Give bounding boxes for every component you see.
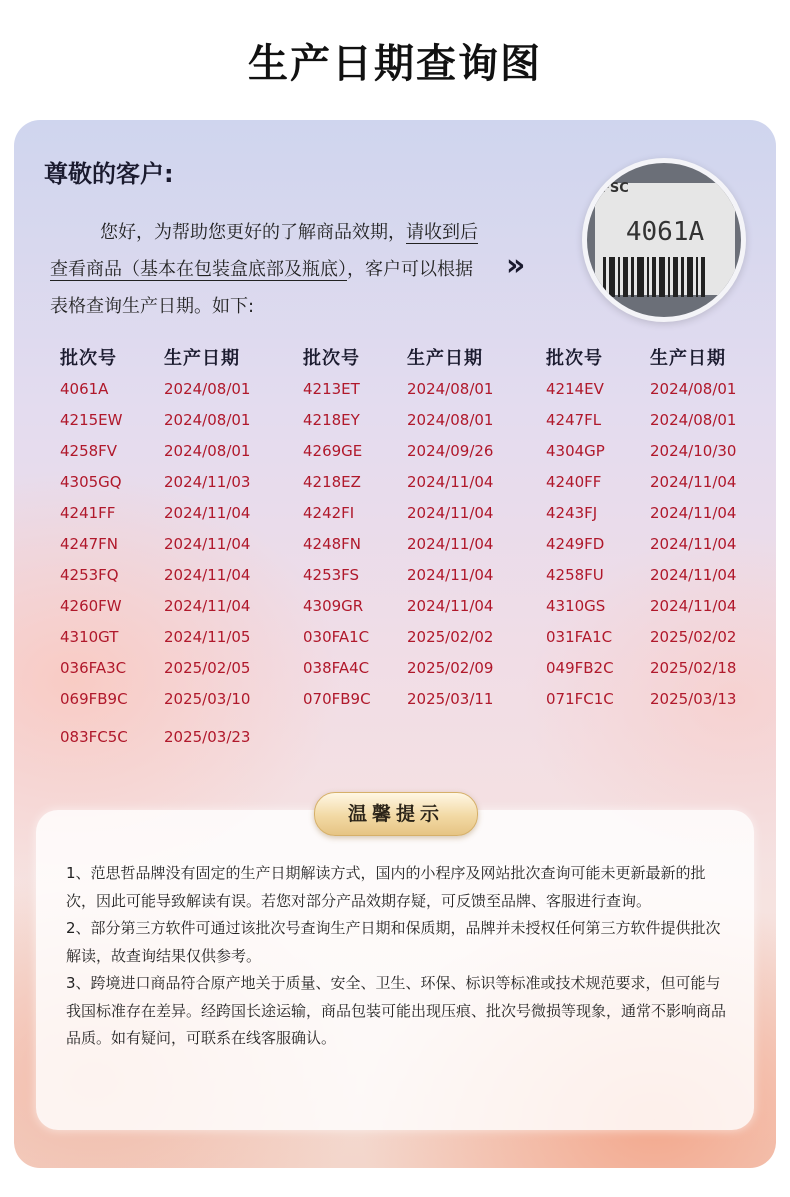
barcode-icon <box>603 257 727 297</box>
batch-number-cell: 4258FV <box>60 442 118 460</box>
double-chevron-right-icon: » <box>506 248 526 283</box>
batch-number-cell: 4269GE <box>303 442 363 460</box>
production-date-cell: 2024/11/04 <box>407 535 494 553</box>
batch-number-cell: 4248FN <box>303 535 362 553</box>
production-date-cell: 2025/03/13 <box>650 690 737 708</box>
batch-number-cell: 4241FF <box>60 504 116 522</box>
label-top-text: FSC <box>601 181 629 196</box>
production-date-cell: 2024/10/30 <box>650 442 737 460</box>
notice-item: 2、部分第三方软件可通过该批次号查询生产日期和保质期，品牌并未授权任何第三方软件提供批次解读，故查询结果仅供参考。 <box>66 919 721 965</box>
production-date-cell: 2025/02/09 <box>407 659 494 677</box>
production-date-cell: 2024/08/01 <box>164 442 251 460</box>
production-date-cell: 2024/08/01 <box>164 380 251 398</box>
batch-number-cell: 4310GS <box>546 597 606 615</box>
batch-number-cell: 4240FF <box>546 473 602 491</box>
production-date-cell: 2025/03/23 <box>164 728 251 746</box>
production-date-cell: 2024/08/01 <box>650 411 737 429</box>
greeting: 尊敬的客户: <box>44 160 174 188</box>
intro-part1: 您好，为帮助您更好的了解商品效期， <box>100 222 406 243</box>
header-production-date: 生产日期 <box>164 348 240 369</box>
production-date-cell: 2024/11/04 <box>650 473 737 491</box>
production-date-cell: 2024/08/01 <box>164 411 251 429</box>
production-date-cell: 2024/11/04 <box>164 566 251 584</box>
batch-number-cell: 4247FN <box>60 535 119 553</box>
production-date-cell: 2024/11/04 <box>650 566 737 584</box>
batch-label-photo <box>582 158 746 322</box>
production-date-cell: 2024/11/04 <box>407 597 494 615</box>
header-production-date: 生产日期 <box>650 348 726 369</box>
batch-number-cell: 4214EV <box>546 380 604 398</box>
batch-number-cell: 4218EZ <box>303 473 361 491</box>
batch-number-cell: 4253FQ <box>60 566 119 584</box>
production-date-cell: 2025/03/10 <box>164 690 251 708</box>
batch-number-cell: 036FA3C <box>60 659 127 677</box>
production-date-cell: 2025/02/18 <box>650 659 737 677</box>
batch-number-cell: 4218EY <box>303 411 360 429</box>
info-card <box>14 120 776 1168</box>
production-date-cell: 2024/11/03 <box>164 473 251 491</box>
batch-number-cell: 070FB9C <box>303 690 371 708</box>
production-date-cell: 2024/11/04 <box>650 597 737 615</box>
production-date-cell: 2025/03/11 <box>407 690 494 708</box>
batch-number-cell: 4258FU <box>546 566 604 584</box>
batch-number-cell: 4213ET <box>303 380 360 398</box>
batch-number-cell: 031FA1C <box>546 628 613 646</box>
production-date-cell: 2024/11/04 <box>407 473 494 491</box>
header-production-date: 生产日期 <box>407 348 483 369</box>
production-date-cell: 2024/08/01 <box>407 411 494 429</box>
batch-number-cell: 4242FI <box>303 504 355 522</box>
production-date-cell: 2024/11/04 <box>164 535 251 553</box>
label-batch-code: 4061A <box>625 217 705 247</box>
production-date-cell: 2024/11/04 <box>164 597 251 615</box>
production-date-cell: 2024/11/04 <box>407 566 494 584</box>
batch-date-table <box>60 344 760 744</box>
production-date-cell: 2024/08/01 <box>407 380 494 398</box>
batch-number-cell: 049FB2C <box>546 659 614 677</box>
production-date-cell: 2024/09/26 <box>407 442 494 460</box>
production-date-cell: 2024/11/04 <box>407 504 494 522</box>
batch-number-cell: 083FC5C <box>60 728 128 746</box>
batch-number-cell: 4310GT <box>60 628 119 646</box>
header-batch-number: 批次号 <box>546 348 603 369</box>
notice-item: 3、跨境进口商品符合原产地关于质量、安全、卫生、环保、标识等标准或技术规范要求，但可能与我国标准存在差异。经跨国长途运输，商品包装可能出现压痕、批次号微损等现象，通常不影响商品品质。如有疑问，可联系在线客服确认。 <box>66 974 727 1047</box>
notice-item: 1、范思哲品牌没有固定的生产日期解读方式，国内的小程序及网站批次查询可能未更新最新的批次，因此可能导致解读有误。若您对部分产品效期存疑，可反馈至品牌、客服进行查询。 <box>66 864 706 910</box>
production-date-cell: 2024/11/04 <box>164 504 251 522</box>
batch-number-cell: 4304GP <box>546 442 605 460</box>
notice-badge: 温馨提示 <box>314 792 478 836</box>
intro-part3: ，客户可以根据表格查询生产日期。如下: <box>50 259 473 317</box>
notice-list <box>66 860 726 1053</box>
production-date-cell: 2024/11/05 <box>164 628 251 646</box>
batch-number-cell: 038FA4C <box>303 659 370 677</box>
batch-number-cell: 4215EW <box>60 411 123 429</box>
production-date-cell: 2024/11/04 <box>650 504 737 522</box>
batch-number-cell: 4309GR <box>303 597 364 615</box>
batch-number-cell: 4305GQ <box>60 473 122 491</box>
production-date-cell: 2025/02/05 <box>164 659 251 677</box>
batch-number-cell: 4253FS <box>303 566 360 584</box>
batch-number-cell: 4249FD <box>546 535 605 553</box>
intro-part2-underlined: 请收到后查看商品（基本在包装盒底部及瓶底） <box>50 222 478 280</box>
batch-number-cell: 030FA1C <box>303 628 370 646</box>
batch-number-cell: 4260FW <box>60 597 122 615</box>
production-date-cell: 2024/11/04 <box>650 535 737 553</box>
batch-number-cell: 071FC1C <box>546 690 614 708</box>
batch-number-cell: 4061A <box>60 380 109 398</box>
header-batch-number: 批次号 <box>60 348 117 369</box>
batch-number-cell: 4247FL <box>546 411 602 429</box>
intro-text <box>50 214 480 325</box>
header-batch-number: 批次号 <box>303 348 360 369</box>
production-date-cell: 2024/08/01 <box>650 380 737 398</box>
page-title: 生产日期查询图 <box>248 41 542 87</box>
production-date-cell: 2025/02/02 <box>650 628 737 646</box>
batch-number-cell: 069FB9C <box>60 690 128 708</box>
batch-number-cell: 4243FJ <box>546 504 598 522</box>
production-date-cell: 2025/02/02 <box>407 628 494 646</box>
